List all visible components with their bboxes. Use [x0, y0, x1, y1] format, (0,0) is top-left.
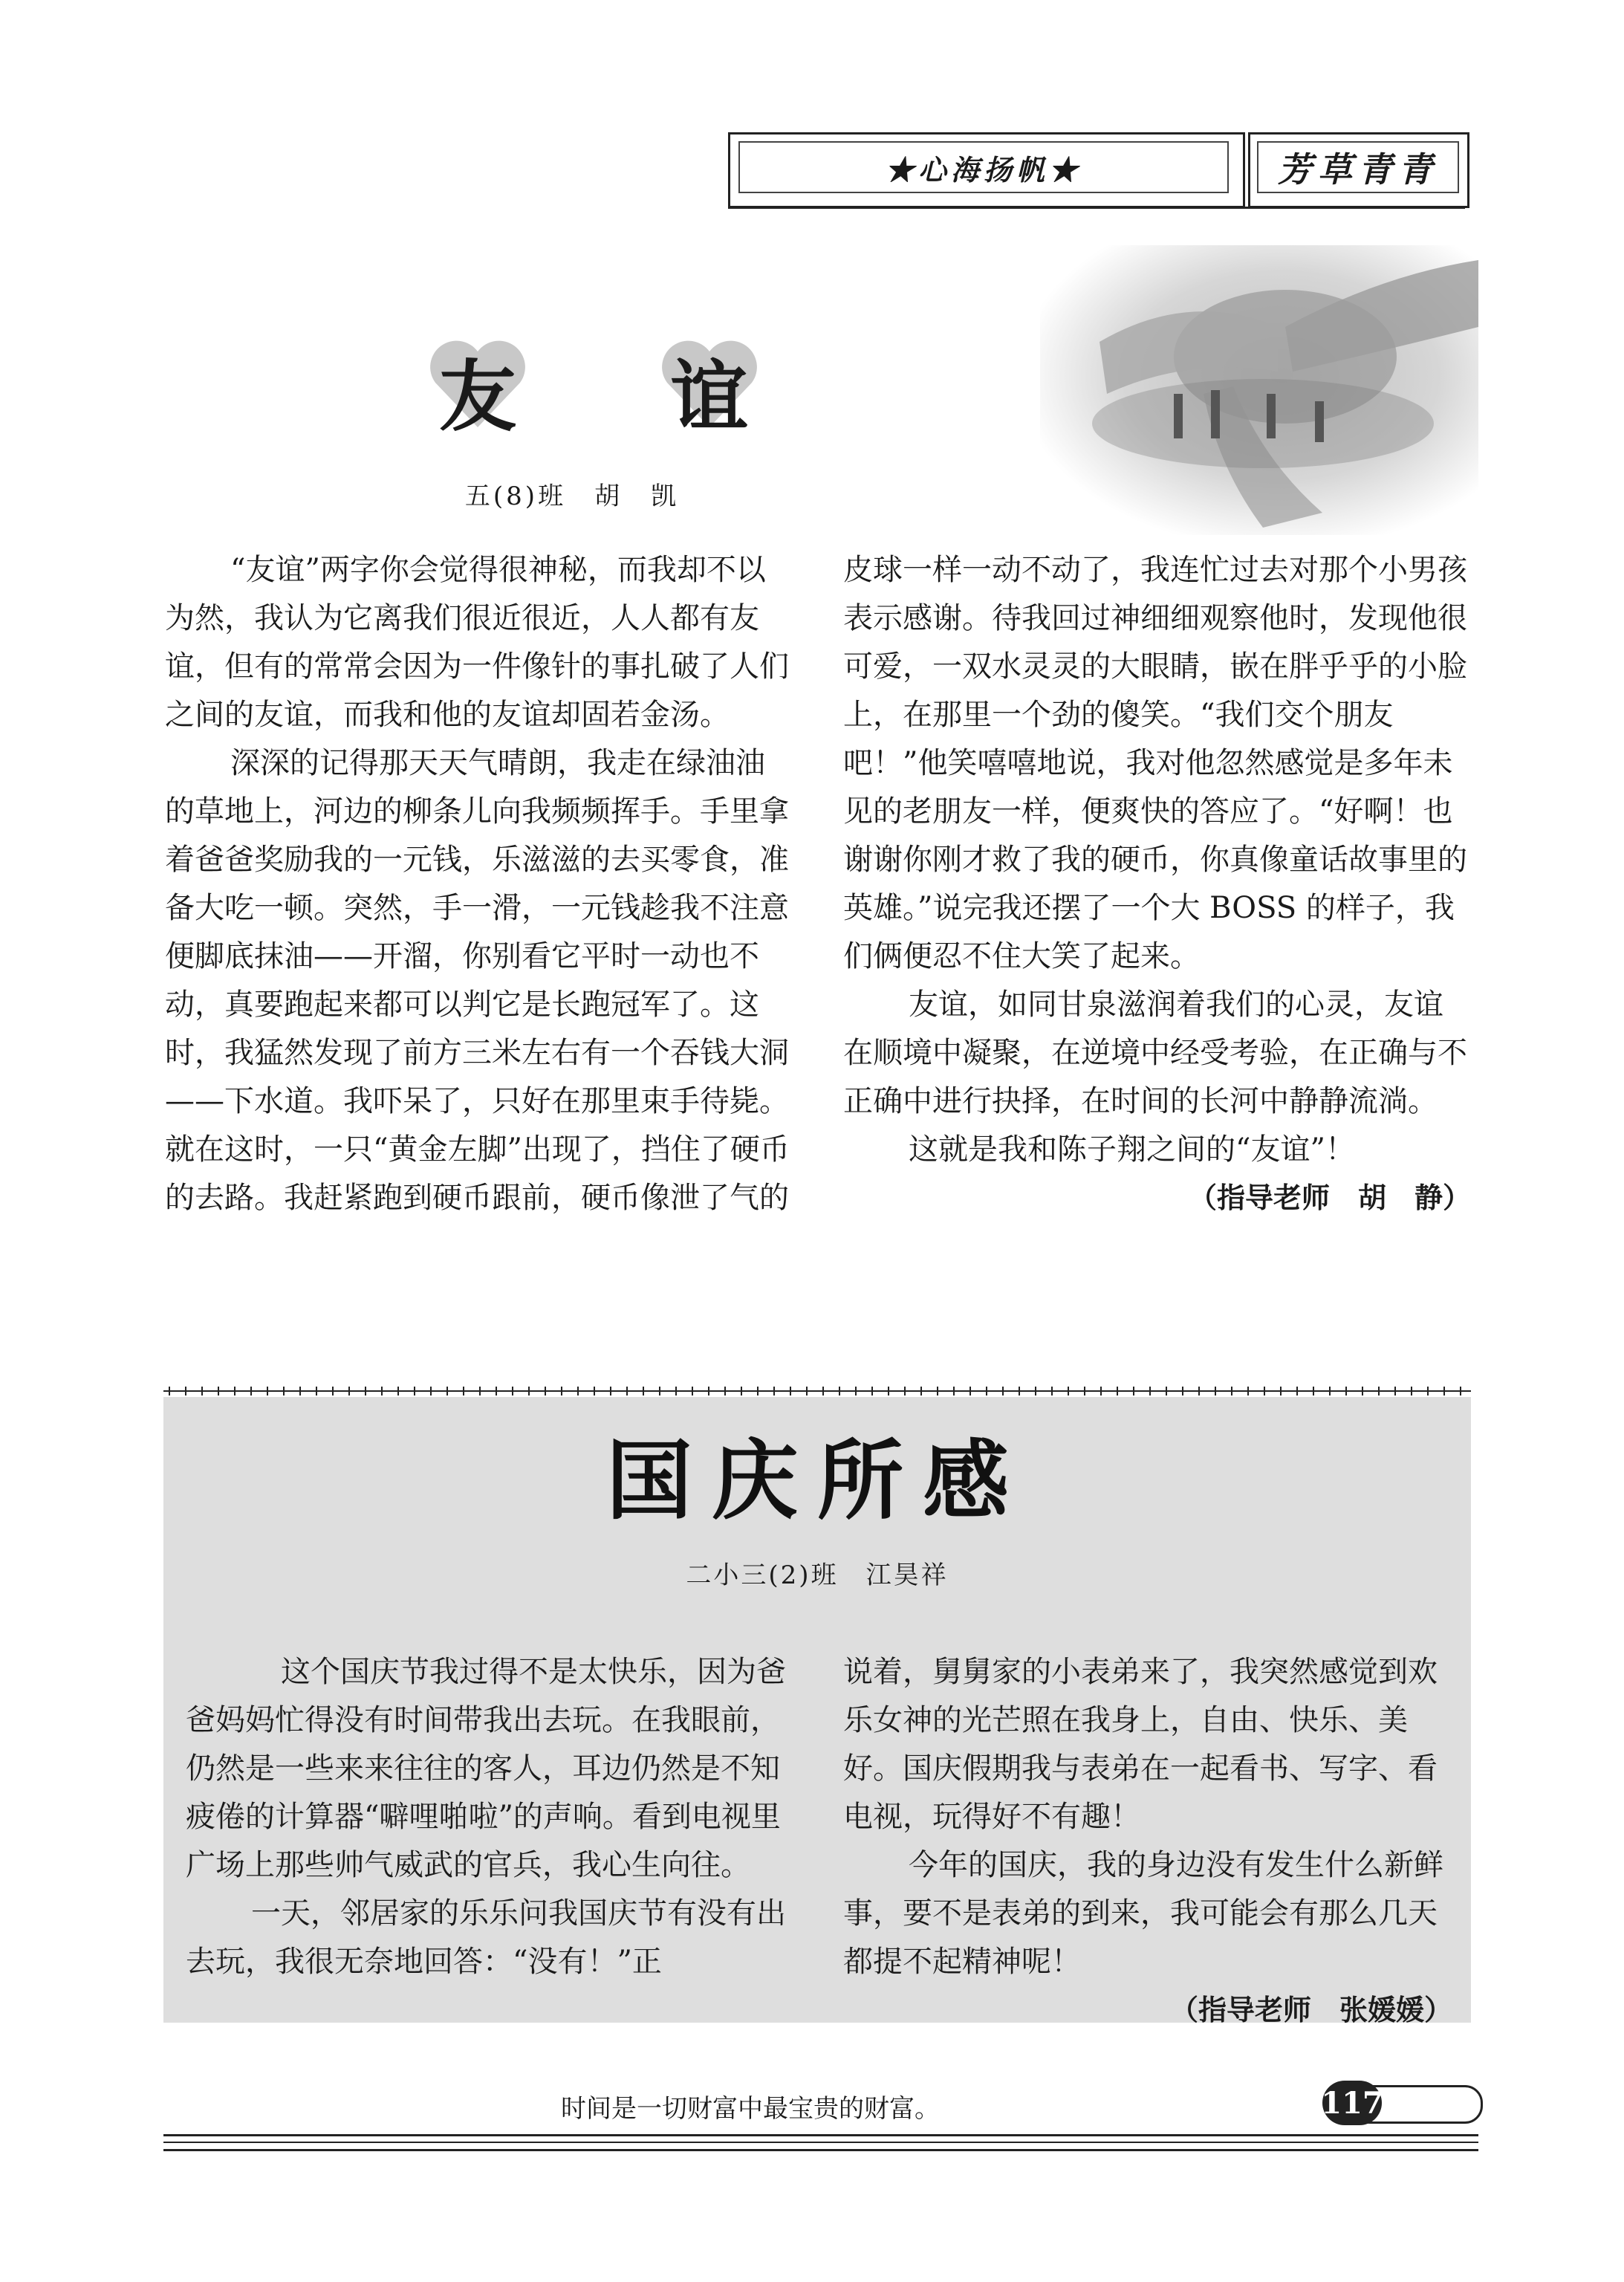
article2-right-paragraph: 今年的国庆，我的身边没有发生什么新鲜事，要不是表弟的到来，我可能会有那么几天都提不起精神呢！	[843, 1848, 1443, 1979]
article1-left-paragraph: “友谊”两字你会觉得很神秘，而我却不以为然，我认为它离我们很近很近，人人都有友谊，但有的常常会因为一件像针的事扎破了人们之间的友谊，而我和他的友谊却固若金汤。	[165, 553, 789, 732]
article2-left-column	[186, 1648, 795, 1986]
joined-hands-photo	[1040, 245, 1478, 535]
header-column-name: ★心海扬帆★	[738, 141, 1229, 193]
article1-right-paragraph: 友谊，如同甘泉滋润着我们的心灵，友谊在顺境中凝聚，在逆境中经受考验，在正确与不正确中进行抉择，在时间的长河中静静流淌。	[843, 988, 1467, 1118]
article1-right-paragraph: 这就是我和陈子翔之间的“友谊”！	[909, 1132, 1355, 1167]
article2-right-column	[843, 1648, 1452, 2035]
article2-byline: 二小三(2)班 江昊祥	[686, 1560, 949, 1590]
article2-left-paragraph: 一天，邻居家的乐乐问我国庆节有没有出去玩，我很无奈地回答：“没有！”正	[186, 1896, 786, 1979]
header-section-name: 芳草青青	[1257, 141, 1459, 193]
article2-left-paragraph: 这个国庆节我过得不是太快乐，因为爸爸妈妈忙得没有时间带我出去玩。在我眼前，仍然是一些来来往往的客人，耳边仍然是不知疲倦的计算器“噼哩啪啦”的声响。看到电视里广场上那些帅气威武的官兵，我心生向往。	[186, 1655, 786, 1882]
article1-teacher: （指导老师 胡 静）	[1188, 1181, 1471, 1214]
footer-rule	[163, 2149, 1478, 2151]
section-divider	[163, 1384, 1471, 1398]
footer-rule	[163, 2142, 1478, 2143]
article2-title: 国庆所感	[606, 1430, 1028, 1531]
article1-right-column	[843, 546, 1471, 1222]
article1-title-char2: 谊	[670, 351, 748, 442]
footer-rule	[163, 2134, 1478, 2136]
article1-right-paragraph: 皮球一样一动不动了，我连忙过去对那个小男孩表示感谢。待我回过神细细观察他时，发现他很可爱，一双水灵灵的大眼睛，嵌在胖乎乎的小脸上，在那里一个劲的傻笑。“我们交个朋友吧！”他笑嘻嘻地说，我对他忽然感觉是多年未见的老朋友一样，便爽快的答应了。“好啊！也谢谢你刚才救了我的硬币，你真像童话故事里的英雄。”说完我还摆了一个大 BOSS 的样子，我们俩便忍不住大笑了起来。	[843, 553, 1467, 973]
footer-motto: 时间是一切财富中最宝贵的财富。	[561, 2094, 940, 2124]
header-rule	[728, 207, 1465, 209]
article1-byline: 五(8)班 胡 凯	[464, 482, 680, 511]
article2-teacher: （指导老师 张媛媛）	[1169, 1994, 1452, 2026]
article2-right-paragraph: 说着，舅舅家的小表弟来了，我突然感觉到欢乐女神的光芒照在我身上，自由、快乐、美好。国庆假期我与表弟在一起看书、写字、看电视，玩得好不有趣！	[843, 1655, 1438, 1834]
article1-left-paragraph: 深深的记得那天天气晴朗，我走在绿油油的草地上，河边的柳条儿向我频频挥手。手里拿着爸爸奖励我的一元钱，乐滋滋的去买零食，准备大吃一顿。突然，手一滑，一元钱趁我不注意便脚底抹油——开溜，你别看它平时一动也不动，真要跑起来都可以判它是长跑冠军了。这时，我猛然发现了前方三米左右有一个吞钱大洞——下水道。我吓呆了，只好在那里束手待毙。就在这时，一只“黄金左脚”出现了，挡住了硬币的去路。我赶紧跑到硬币跟前，硬币像泄了气的	[165, 746, 790, 1215]
page-number: 117	[1322, 2081, 1382, 2125]
article1-title-char1: 友	[438, 351, 516, 442]
article1-left-column	[165, 546, 791, 1222]
